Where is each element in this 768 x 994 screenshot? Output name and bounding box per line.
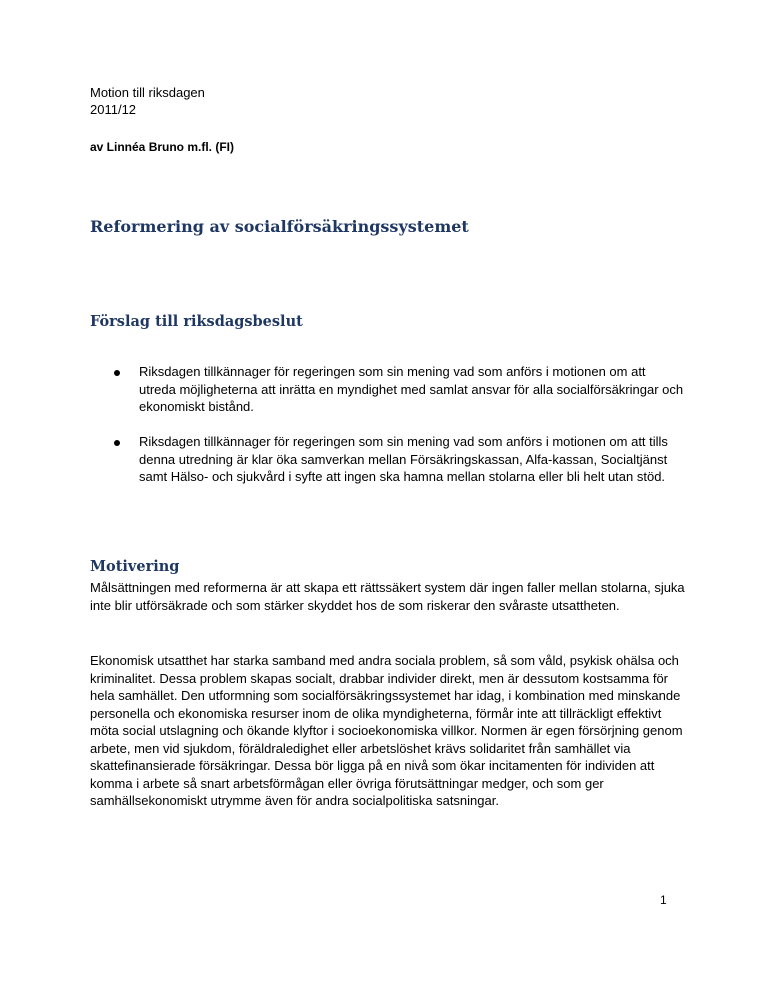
- proposal-item-text: Riksdagen tillkännager för regeringen som sin mening vad som anförs i motionen om att utreda möjligheterna att inrätta en myndighet med samlat ansvar för alla socialförsäkringar och ekonomiskt bistånd.: [139, 364, 684, 414]
- motivation-heading: Motivering: [90, 558, 180, 575]
- page-number: 1: [660, 893, 667, 907]
- bullet-icon: [114, 440, 120, 446]
- bullet-icon: [114, 370, 120, 376]
- author-line: av Linnéa Bruno m.fl. (FI): [90, 140, 235, 154]
- motion-label: Motion till riksdagen: [90, 85, 205, 100]
- document-title: Reformering av socialförsäkringssystemet: [90, 217, 469, 236]
- motivation-paragraph: Målsättningen med reformerna är att skapa ett rättssäkert system där ingen faller mellan stolarna, sjuka inte blir utförsäkrade och som stärker skyddet hos de som riskerar den svåraste utsattheten.: [90, 580, 685, 613]
- proposal-heading: Förslag till riksdagsbeslut: [90, 313, 303, 330]
- proposal-item-text: Riksdagen tillkännager för regeringen som sin mening vad som anförs i motionen om att tills denna utredning är klar öka samverkan mellan Försäkringskassan, Alfa-kassan, Socialtjänst samt Hälso- och sjukvård i syfte att ingen ska hamna mellan stolarna eller bli helt utan stöd.: [139, 434, 668, 484]
- motivation-paragraph: Ekonomisk utsatthet har starka samband med andra sociala problem, så som våld, psykisk ohälsa och kriminalitet. Dessa problem skapas socialt, drabbar individer direkt, men är dessutom kostsamma för hela samhället. Den utformning som socialförsäkringssystemet har idag, i kombination med minskande personella och ekonomiska resurser inom de olika myndigheterna, förmår inte att tillräckligt effektivt möta social utslagning och ökande klyftor i socioekonomiska villkor. Normen är egen försörjning genom arbete, men vid sjukdom, föräldraledighet eller arbetslöshet krävs solidaritet från samhället via skattefinansierade försäkringar. Dessa bör ligga på en nivå som ökar incitamenten för individen att komma i arbete så snart arbetsförmågan eller övriga förutsättningar medger, och som ger samhällsekonomiskt utrymme även för andra socialpolitiska satsningar.: [90, 653, 683, 808]
- session-year: 2011/12: [90, 102, 137, 117]
